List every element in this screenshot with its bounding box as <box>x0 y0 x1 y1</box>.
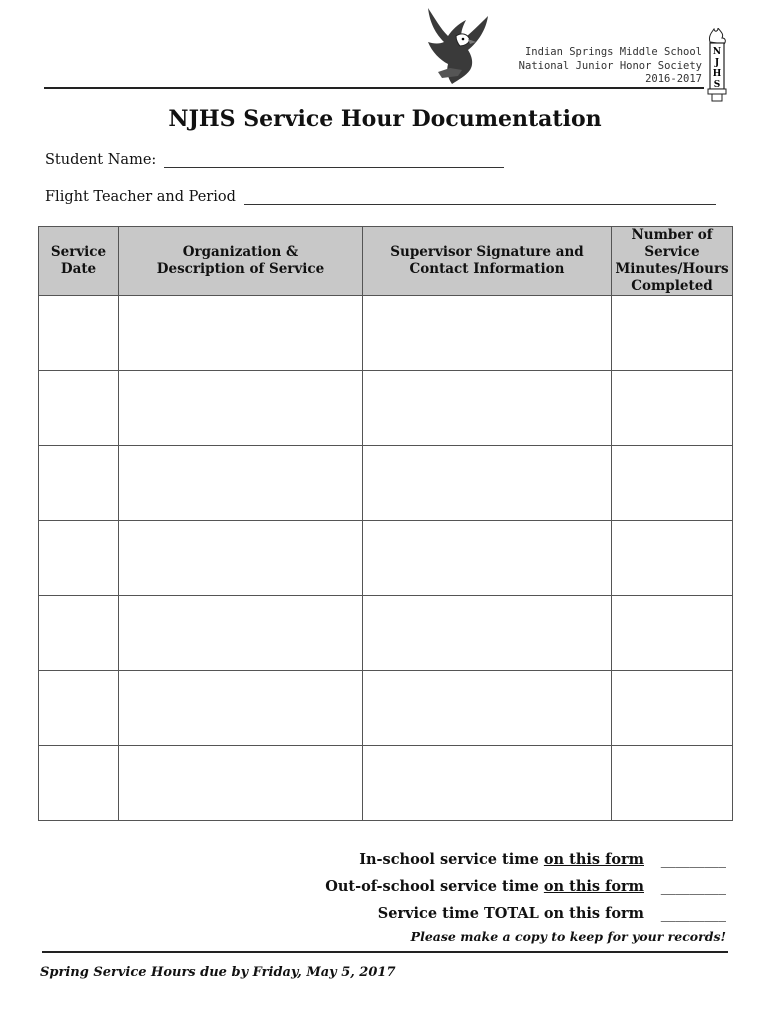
school-name: Indian Springs Middle School <box>524 46 702 58</box>
in-school-on-this-form: on this form <box>543 851 644 868</box>
in-school-total-row <box>325 846 726 873</box>
header-line: Contact Information <box>409 261 565 277</box>
time-cell[interactable] <box>612 746 733 821</box>
torch-logo-icon <box>704 28 732 102</box>
table-row <box>39 296 733 371</box>
header-divider <box>44 87 704 89</box>
torch-letter-j: J <box>714 58 720 68</box>
header-line: Organization & <box>182 244 299 260</box>
in-school-total-blank[interactable]: _________ <box>660 852 726 868</box>
supervisor-cell[interactable] <box>363 446 612 521</box>
society-name: National Junior Honor Society <box>518 59 702 72</box>
in-school-label: In-school service time <box>359 851 544 868</box>
supervisor-cell[interactable] <box>363 671 612 746</box>
supervisor-cell[interactable] <box>363 746 612 821</box>
student-name-row <box>45 152 504 168</box>
school-year: 2016-2017 <box>645 73 702 85</box>
time-cell[interactable] <box>612 521 733 596</box>
student-name-field[interactable] <box>164 153 504 168</box>
time-cell[interactable] <box>612 371 733 446</box>
table-row <box>39 521 733 596</box>
time-cell[interactable] <box>612 596 733 671</box>
grand-total-blank[interactable]: _________ <box>660 906 726 922</box>
organization-cell[interactable] <box>119 446 363 521</box>
date-cell[interactable] <box>39 296 119 371</box>
table-header-row <box>39 227 733 296</box>
table-row <box>39 446 733 521</box>
date-cell[interactable] <box>39 371 119 446</box>
date-cell[interactable] <box>39 746 119 821</box>
student-name-label: Student Name: <box>45 152 157 168</box>
organization-cell[interactable] <box>119 296 363 371</box>
header-line: Service <box>50 244 107 260</box>
footer-divider <box>42 951 728 953</box>
service-hours-table <box>38 226 733 821</box>
torch-letter-s: S <box>713 80 721 90</box>
supervisor-cell[interactable] <box>363 521 612 596</box>
organization-cell[interactable] <box>119 671 363 746</box>
header-line: Supervisor Signature and <box>390 244 584 260</box>
organization-cell[interactable] <box>119 746 363 821</box>
table-row <box>39 596 733 671</box>
school-info <box>519 46 702 87</box>
header-line: Description of Service <box>156 261 325 277</box>
out-school-total-row <box>325 873 726 900</box>
flight-teacher-label: Flight Teacher and Period <box>45 189 236 205</box>
flight-teacher-field[interactable] <box>244 190 716 205</box>
table-row <box>39 746 733 821</box>
time-cell[interactable] <box>612 671 733 746</box>
header-line: Date <box>60 261 97 277</box>
organization-cell[interactable] <box>119 521 363 596</box>
col-service-date <box>39 227 119 296</box>
supervisor-cell[interactable] <box>363 596 612 671</box>
time-cell[interactable] <box>612 296 733 371</box>
supervisor-cell[interactable] <box>363 371 612 446</box>
header-line: Minutes/Hours <box>615 261 729 277</box>
due-date-notice: Spring Service Hours due by Friday, May 5, 2017 <box>40 965 396 980</box>
col-supervisor <box>363 227 612 296</box>
time-cell[interactable] <box>612 446 733 521</box>
torch-letter-h: H <box>712 69 722 79</box>
eagle-logo-icon <box>418 6 494 86</box>
col-organization <box>119 227 363 296</box>
table-row <box>39 671 733 746</box>
header-line: Completed <box>631 278 713 294</box>
date-cell[interactable] <box>39 521 119 596</box>
date-cell[interactable] <box>39 671 119 746</box>
grand-total-label: Service time TOTAL on this form <box>377 905 644 922</box>
flight-teacher-row <box>45 189 716 205</box>
out-school-total-blank[interactable]: _________ <box>660 879 726 895</box>
header-line: Service <box>644 244 700 260</box>
header-line: Number of <box>631 227 713 243</box>
table-row <box>39 371 733 446</box>
supervisor-cell[interactable] <box>363 296 612 371</box>
organization-cell[interactable] <box>119 596 363 671</box>
torch-letter-n: N <box>712 47 722 57</box>
totals-section <box>325 846 726 927</box>
grand-total-row <box>325 900 726 927</box>
col-time-completed <box>612 227 733 296</box>
date-cell[interactable] <box>39 446 119 521</box>
out-school-label: Out-of-school service time <box>325 878 544 895</box>
date-cell[interactable] <box>39 596 119 671</box>
page-title: NJHS Service Hour Documentation <box>168 106 602 132</box>
copy-reminder: Please make a copy to keep for your records! <box>410 929 726 944</box>
organization-cell[interactable] <box>119 371 363 446</box>
out-school-on-this-form: on this form <box>543 878 644 895</box>
